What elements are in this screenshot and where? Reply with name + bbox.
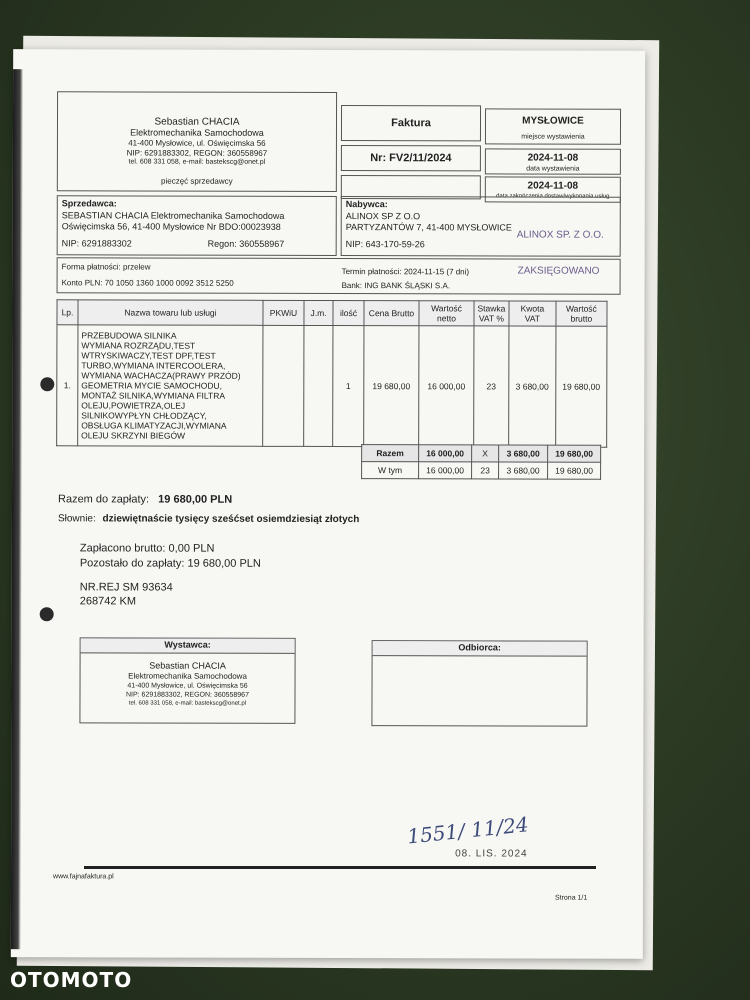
doc-type: Faktura	[391, 117, 431, 130]
issuer-header	[81, 638, 295, 654]
to-pay-label: Razem do zapłaty:	[57, 493, 150, 506]
col-gross: Wartość brutto	[556, 301, 607, 326]
invoice-number: Nr: FV2/11/2024	[370, 152, 452, 165]
seller-regon: Regon: 360558967	[207, 238, 285, 249]
col-lp: Lp.	[57, 300, 78, 325]
seller-line2: Oświęcimska 56, 41-400 Mysłowice Nr BDO:00023938	[61, 221, 281, 232]
row-vat-amount: 3 680,00	[509, 326, 556, 447]
punch-hole	[40, 607, 54, 621]
seller-box	[57, 195, 337, 256]
row-vat-rate: 23	[474, 326, 509, 447]
seller-stamp-trade: Elektromechanika Samochodowa	[130, 127, 264, 138]
sale-date-caption: data zakończenia dostaw/wykonania usług	[496, 193, 610, 200]
seller-stamp-contact: tel. 608 331 058, e-mail: bastekscg@onet.pl	[128, 158, 266, 166]
row-name-line: MONTAŻ SILNIKA,WYMIANA FILTRA	[81, 390, 226, 401]
receiver-header	[373, 641, 587, 657]
to-pay-value: 19 680,00 PLN	[158, 493, 233, 506]
items-table	[56, 299, 607, 447]
total-rate: X	[472, 445, 499, 462]
row-jm	[304, 325, 333, 446]
seller-stamp-name: Sebastian CHACIA	[154, 116, 240, 128]
to-pay-line	[58, 493, 232, 505]
row-lp: 1.	[57, 325, 78, 446]
breakdown-label: W tym	[362, 462, 419, 479]
issuer-stamp-address: 41-400 Mysłowice, ul. Oświęcimska 56	[127, 682, 248, 690]
row-qty: 1	[333, 326, 364, 447]
row-name-line: OLEJU,POWIETRZA,OLEJ	[81, 400, 186, 411]
paid-amount: Zapłacono brutto: 0,00 PLN	[79, 542, 215, 555]
col-pkwiu: PKWiU	[263, 300, 304, 325]
words-line	[58, 513, 359, 525]
seller-stamp-ids: NIP: 6291883302, REGON: 360558967	[126, 148, 268, 158]
seller-stamp-address: 41-400 Mysłowice, ul. Oświęcimska 56	[128, 138, 266, 148]
row-name-line: SILNIKOWYPŁYN CHŁODZĄCY,	[81, 410, 207, 421]
seller-stamp-box	[57, 91, 337, 192]
row-name-line: TURBO,WYMIANA INTERCOOLERA,	[81, 360, 226, 371]
bottom-rule	[84, 866, 596, 869]
buyer-line2: PARTYZANTÓW 7, 41-400 MYSŁOWICE	[345, 222, 512, 233]
mileage: 268742 KM	[79, 595, 137, 608]
col-price-gross: Cena Brutto	[364, 301, 419, 326]
issuer-label: Wystawca:	[164, 639, 211, 650]
handwritten-ref: 1551/ 11/24	[406, 812, 530, 849]
received-date-stamp: 08. LIS. 2024	[455, 848, 528, 860]
total-vat: 3 680,00	[499, 445, 548, 462]
row-name-line: PRZEBUDOWA SILNIKA	[81, 330, 177, 341]
issue-city-caption: miejsce wystawienia	[521, 133, 585, 141]
payment-account: Konto PLN: 70 1050 1360 1000 0092 3512 5250	[61, 278, 234, 288]
punch-hole	[40, 377, 54, 391]
row-name-line: WYMIANA WACHACZA(PRAWY PRZÓD)	[81, 370, 241, 381]
booked-stamp: ZAKSIĘGOWANO	[517, 265, 600, 277]
table-row	[57, 325, 607, 447]
totals-table	[361, 444, 601, 480]
issuer-stamp-name: Sebastian CHACIA	[149, 660, 226, 671]
registration-number: NR.REJ SM 93634	[79, 581, 173, 594]
receiver-label: Odbiorca:	[458, 642, 501, 653]
seller-stamp-caption: pieczęć sprzedawcy	[161, 176, 233, 186]
seller-line1: SEBASTIAN CHACIA Elektromechanika Samochodowa	[61, 210, 285, 221]
buyer-company-stamp: ALINOX SP. Z O.O.	[516, 229, 604, 241]
issuer-box	[79, 637, 295, 724]
row-net: 16 000,00	[419, 326, 474, 447]
col-qty: ilość	[333, 301, 364, 326]
row-gross: 19 680,00	[556, 326, 607, 447]
total-gross: 19 680,00	[548, 445, 601, 462]
words-value: dziewiętnaście tysięcy sześćset osiemdziesiąt złotych	[102, 513, 360, 526]
total-net: 16 000,00	[419, 445, 472, 462]
items-header-row	[57, 300, 607, 326]
breakdown-row	[362, 462, 601, 480]
issuer-stamp-trade: Elektromechanika Samochodowa	[128, 671, 247, 681]
issuer-stamp-ids: NIP: 6291883302, REGON: 360558967	[125, 691, 249, 699]
issuer-stamp-contact: tel. 608 331 058, e-mail: bastekscg@onet.pl	[128, 700, 247, 707]
col-vat-amount: Kwota VAT	[509, 301, 556, 326]
issue-date-caption: data wystawienia	[526, 165, 580, 173]
total-label: Razem	[362, 445, 419, 462]
buyer-nip: NIP: 643-170-59-26	[345, 239, 425, 250]
row-price-gross: 19 680,00	[364, 326, 419, 447]
seller-label: Sprzedawca:	[61, 198, 117, 209]
payment-bank: Bank: ING BANK ŚLĄSKI S.A.	[341, 281, 451, 291]
row-pkwiu	[263, 325, 304, 446]
remaining-amount: Pozostało do zapłaty: 19 680,00 PLN	[79, 557, 261, 570]
row-name-line: WTRYSKIWACZY,TEST DPF,TEST	[81, 350, 216, 361]
row-name-line: WYMIANA ROZRZĄDU,TEST	[81, 340, 196, 351]
buyer-label: Nabywca:	[345, 199, 388, 210]
receiver-box	[371, 640, 587, 727]
sale-date: 2024-11-08	[527, 180, 579, 192]
col-net: Wartość netto	[419, 301, 474, 326]
payment-due: Termin płatności: 2024-11-15 (7 dni)	[341, 267, 470, 277]
payment-form: Forma płatności: przelew	[61, 262, 151, 272]
issue-date: 2024-11-08	[527, 152, 579, 164]
breakdown-net: 16 000,00	[419, 462, 472, 479]
buyer-box	[341, 196, 621, 257]
words-label: Słownie:	[57, 513, 96, 525]
breakdown-rate: 23	[472, 462, 499, 479]
doc-type-box	[341, 105, 481, 141]
row-name	[78, 325, 263, 446]
otomoto-watermark: OTOMOTO	[10, 968, 133, 992]
totals-row	[362, 445, 601, 463]
issue-city: MYSŁOWICE	[522, 115, 584, 127]
scan-edge	[11, 69, 23, 949]
col-name: Nazwa towaru lub usługi	[78, 300, 263, 325]
invoice-number-box	[341, 145, 481, 171]
city-box	[485, 108, 621, 144]
invoice-sheet	[11, 49, 645, 959]
row-name-line: OBSŁUGA KLIMATYZACJI,WYMIANA	[81, 420, 227, 431]
col-jm: J.m.	[304, 300, 333, 325]
footer-site: www.fajnafaktura.pl	[53, 873, 114, 881]
buyer-line1: ALINOX SP Z O.O	[345, 211, 421, 222]
breakdown-vat: 3 680,00	[499, 462, 548, 479]
row-name-line: OLEJU SKRZYNI BIEGÓW	[81, 430, 186, 441]
row-name-line: GEOMETRIA MYCIE SAMOCHODU,	[81, 380, 223, 391]
seller-nip: NIP: 6291883302	[61, 238, 132, 249]
col-vat-rate: Stawka VAT %	[474, 301, 509, 326]
issue-date-box	[485, 148, 621, 174]
payment-box	[57, 257, 621, 294]
breakdown-gross: 19 680,00	[548, 462, 601, 479]
footer-page: Strona 1/1	[554, 894, 588, 902]
